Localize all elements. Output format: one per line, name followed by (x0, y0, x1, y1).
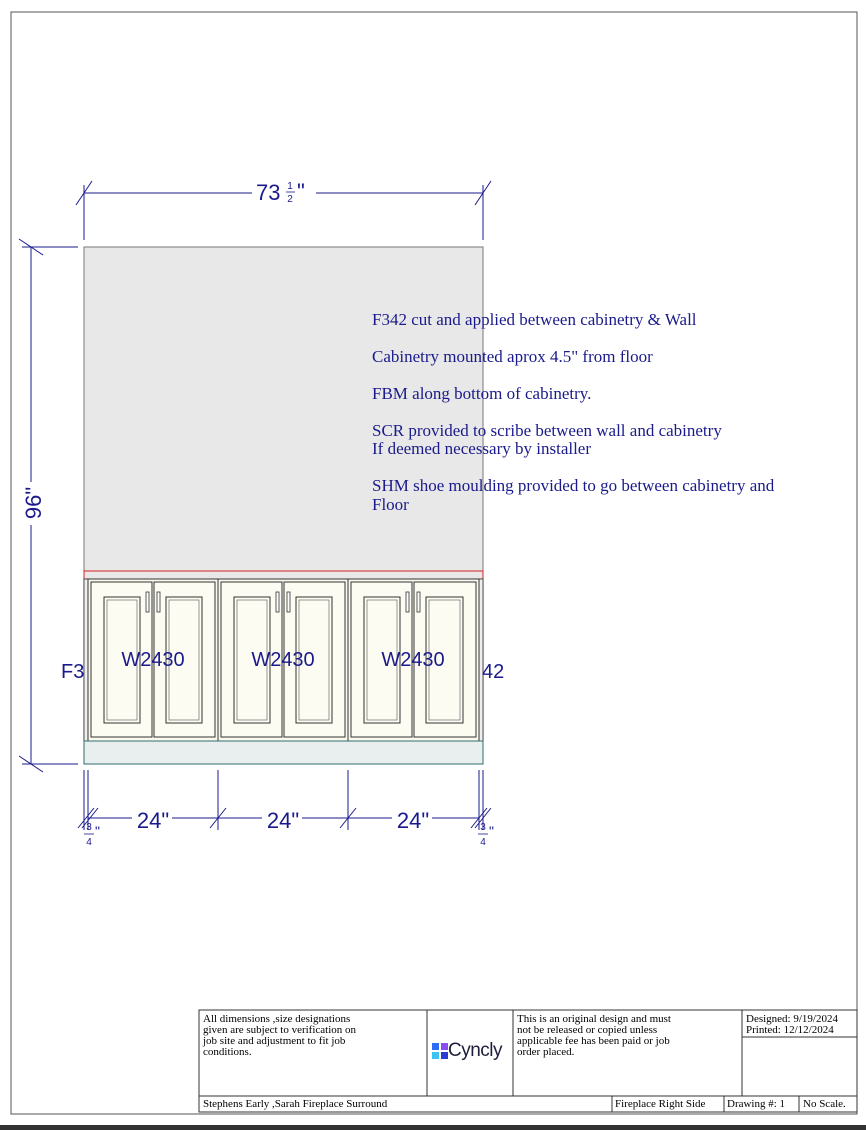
designed-date: Designed: 9/19/2024 (746, 1013, 838, 1025)
cabinet-width-label: 24" (396, 808, 430, 833)
handle-icon (157, 592, 160, 612)
overall-width-unit: " (297, 179, 305, 204)
cabinet-label: W2430 (251, 649, 315, 671)
handle-icon (287, 592, 290, 612)
handle-icon (417, 592, 420, 612)
copyright-line: applicable fee has been paid or job (517, 1035, 670, 1047)
note-shm: SHM shoe moulding provided to go between cabinetry and (372, 476, 775, 495)
note-scribe: F342 cut and applied between cabinetry & Wall (372, 310, 697, 329)
note-fbm: FBM along bottom of cabinetry. (372, 384, 592, 403)
cabinet-label: W2430 (381, 649, 445, 671)
view-name: Fireplace Right Side (615, 1098, 706, 1110)
left-filler (84, 579, 88, 741)
right-filler-numerator: 3 (480, 822, 486, 833)
overall-height-label: 96" (21, 486, 46, 520)
right-filler (479, 579, 483, 741)
cyncly-logo (432, 1040, 502, 1062)
handle-icon (276, 592, 279, 612)
note-shm-floor: Floor (372, 495, 409, 514)
left-filler-unit: " (95, 823, 100, 839)
cyncly-logo-icon (432, 1043, 448, 1059)
note-scr: SCR provided to scribe between wall and cabinetry (372, 421, 722, 440)
project-name: Stephens Early ,Sarah Fireplace Surround (203, 1098, 388, 1110)
left-filler-numerator: 3 (86, 822, 92, 833)
note-scr-condition: If deemed necessary by installer (372, 439, 592, 458)
left-filler-denominator: 4 (86, 837, 92, 848)
overall-width-numerator: 1 (287, 181, 293, 192)
note-mounting: Cabinetry mounted aprox 4.5" from floor (372, 347, 653, 366)
right-side-label: 42 (482, 661, 505, 683)
cabinet-label: W2430 (121, 649, 185, 671)
disclaimer-line: given are subject to verification on (203, 1024, 357, 1036)
right-filler-denominator: 4 (480, 837, 486, 848)
cabinet-width-label: 24" (266, 808, 300, 833)
scale-label: No Scale. (803, 1098, 846, 1110)
copyright-line: This is an original design and must (517, 1013, 671, 1025)
right-filler-unit: " (489, 823, 494, 839)
base-strip (84, 741, 483, 764)
disclaimer-line: conditions. (203, 1046, 252, 1058)
cyncly-logo-text: Cyncly (448, 1040, 503, 1061)
overall-width-whole: 73 (256, 180, 281, 205)
cabinet-width-label: 24" (136, 808, 170, 833)
drawing-number: Drawing #: 1 (727, 1098, 786, 1110)
bottom-bar (0, 1125, 866, 1130)
copyright-line: order placed. (517, 1046, 575, 1058)
left-side-label: F3 (61, 661, 85, 683)
disclaimer-line: All dimensions ,size designations (203, 1013, 351, 1025)
handle-icon (406, 592, 409, 612)
disclaimer-line: job site and adjustment to fit job (203, 1035, 346, 1047)
handle-icon (146, 592, 149, 612)
overall-width-denominator: 2 (287, 194, 293, 205)
printed-date: Printed: 12/12/2024 (746, 1024, 834, 1036)
copyright-line: not be released or copied unless (517, 1024, 658, 1036)
width-dimension (76, 181, 491, 240)
